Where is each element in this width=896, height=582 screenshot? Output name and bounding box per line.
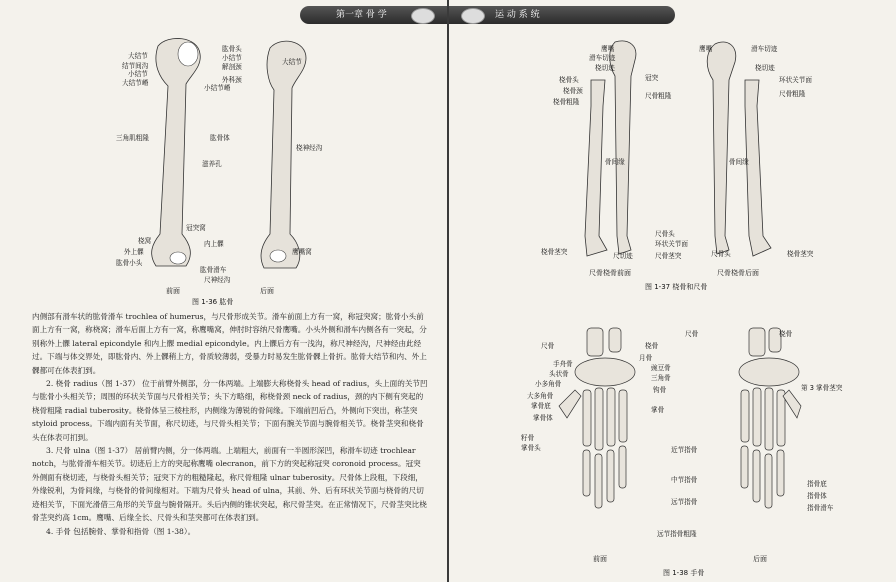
label-humeral-head: 肱骨头 bbox=[222, 45, 242, 53]
label-scaphoid: 手舟骨 bbox=[553, 360, 573, 368]
right-running-header bbox=[449, 6, 675, 24]
label-ulnar-head-back: 尺骨头 bbox=[711, 250, 731, 258]
label-sesamoid: 籽骨 bbox=[521, 434, 535, 442]
figure-caption-1-38: 图 1-38 手骨 bbox=[663, 569, 705, 577]
right-header-title: 运 动 系 统 bbox=[495, 10, 540, 20]
label-radial-groove: 桡神经沟 bbox=[296, 144, 323, 152]
label-trochlear-notch: 滑车切迹 bbox=[589, 54, 616, 62]
label-ulnar-notch: 尺切迹 bbox=[613, 252, 633, 260]
view-front-label-1-38: 前面 bbox=[593, 555, 607, 563]
label-ulnar-head: 尺骨头 bbox=[655, 230, 675, 238]
left-running-header bbox=[300, 6, 447, 24]
label-proximal-phalanx: 近节指骨 bbox=[671, 446, 698, 454]
label-deltoid-tuberosity: 三角肌粗隆 bbox=[116, 134, 149, 142]
label-ulna-back: 尺骨 bbox=[685, 330, 699, 338]
label-metacarpal-base: 掌骨底 bbox=[531, 402, 551, 410]
label-surgical-neck: 外科颈 bbox=[222, 76, 242, 84]
label-radius-back: 桡骨 bbox=[779, 330, 793, 338]
left-body-text bbox=[32, 310, 428, 538]
label-intertubercular-groove: 结节间沟 bbox=[122, 62, 149, 70]
label-metacarpal-head: 掌骨头 bbox=[521, 444, 541, 452]
label-olecranon-fossa: 鹰嘴窝 bbox=[292, 248, 312, 256]
label-third-metacarpal-styloid: 第 3 掌骨茎突 bbox=[801, 384, 843, 392]
label-lesser-tubercle-left: 小结节 bbox=[128, 70, 148, 78]
label-trapezoid: 小多角骨 bbox=[535, 380, 562, 388]
label-lateral-epicondyle: 外上髁 bbox=[124, 248, 144, 256]
figure-caption-1-37: 图 1-37 桡骨和尺骨 bbox=[645, 283, 708, 291]
label-crest-lesser-tubercle: 小结节嵴 bbox=[204, 84, 231, 92]
paragraph-4: 4. 手骨 包括腕骨、掌骨和指骨（图 1-38）。 bbox=[46, 526, 196, 536]
paragraph-1: 内侧部有滑车状的肱骨滑车 trochlea of humerus，与尺骨形成关节。滑车前面上方有一窝，称冠突窝；肱骨小头前面上方有一窝，称桡窝；滑车后面上方有一窝，称鹰嘴窝，伸肘时容纳尺骨鹰嘴。小头外侧和滑车内侧各有一突起，分别称外上髁 lateral epicondyle 和内上髁 medial epicondyle。内上髁后方有一浅沟，称尺神经沟，尺神经由此经过。下端与体交界处，即肱骨内、外上髁稍上方，骨质较薄弱，受暴力时易发生肱骨髁上骨折。肱骨大结节和内、外上髁都可在体表扪到。 bbox=[32, 312, 427, 375]
label-radial-styloid: 桡骨茎突 bbox=[541, 248, 568, 256]
label-ulnar-tuberosity-back: 尺骨粗隆 bbox=[779, 90, 806, 98]
chapter-badge-icon bbox=[411, 8, 435, 24]
label-ulnar-groove: 尺神经沟 bbox=[204, 276, 231, 284]
label-coronoid-fossa: 冠突窝 bbox=[186, 224, 206, 232]
label-greater-tubercle-back: 大结节 bbox=[282, 58, 302, 66]
label-radial-notch-back: 桡切迹 bbox=[755, 64, 775, 72]
label-capitate: 头状骨 bbox=[549, 370, 569, 378]
figure-caption-1-36: 图 1-36 肱骨 bbox=[192, 298, 234, 306]
label-radial-fossa: 桡窝 bbox=[138, 237, 152, 245]
label-metacarpal: 掌骨 bbox=[651, 406, 665, 414]
label-greater-tubercle: 大结节 bbox=[128, 52, 148, 60]
view-back-label: 后面 bbox=[260, 287, 274, 295]
label-nutrient-foramen: 滋养孔 bbox=[202, 160, 222, 168]
label-radial-neck: 桡骨颈 bbox=[563, 87, 583, 95]
left-header-title: 第一章 骨 学 bbox=[336, 10, 387, 20]
label-radius-hand: 桡骨 bbox=[645, 342, 659, 350]
label-interosseous-border-1: 骨间缘 bbox=[605, 158, 625, 166]
label-distal-phalanx: 远节指骨 bbox=[671, 498, 698, 506]
label-interosseous-border-2: 骨间缘 bbox=[729, 158, 749, 166]
label-shaft: 肱骨体 bbox=[210, 134, 230, 142]
label-hamate: 钩骨 bbox=[653, 386, 667, 394]
label-radial-tuberosity: 桡骨粗隆 bbox=[553, 98, 580, 106]
label-radial-notch: 桡切迹 bbox=[595, 64, 615, 72]
label-ulnar-styloid: 尺骨茎突 bbox=[655, 252, 682, 260]
label-phalanx-body: 指骨体 bbox=[807, 492, 827, 500]
label-ulna-hand: 尺骨 bbox=[541, 342, 555, 350]
label-trapezium: 大多角骨 bbox=[527, 392, 554, 400]
hand-figure bbox=[539, 318, 839, 550]
left-page bbox=[0, 0, 447, 582]
label-radial-head: 桡骨头 bbox=[559, 76, 579, 84]
label-anatomical-neck: 解剖颈 bbox=[222, 63, 242, 71]
label-lesser-tubercle: 小结节 bbox=[222, 54, 242, 62]
label-metacarpal-body: 掌骨体 bbox=[533, 414, 553, 422]
label-trochlear-notch-back: 滑车切迹 bbox=[751, 45, 778, 53]
label-circumferential-back: 环状关节面 bbox=[779, 76, 812, 84]
label-middle-phalanx: 中节指骨 bbox=[671, 476, 698, 484]
label-circumferential-surface: 环状关节面 bbox=[655, 240, 688, 248]
label-coronoid: 冠突 bbox=[645, 74, 659, 82]
label-triquetrum: 三角骨 bbox=[651, 374, 671, 382]
label-distal-tuberosity: 远节指骨粗隆 bbox=[657, 530, 697, 538]
view-front-label-1-37: 尺骨桡骨前面 bbox=[589, 269, 631, 277]
label-medial-epicondyle: 内上髁 bbox=[204, 240, 224, 248]
label-phalanx-base: 指骨底 bbox=[807, 480, 827, 488]
paragraph-3: 3. 尺骨 ulna（图 1-37） 居前臂内侧，分一体两端。上端粗大，前面有一半圆形深凹，称滑车切迹 trochlear notch，与肱骨滑车相关节。切迹后上方的突起称鹰嘴 olecranon，前下方的突起称冠突 coronoid process。冠突外侧面有桡切迹，与桡骨头相关节；冠突下方的粗糙隆起，称尺骨粗隆 ulnar tuberosity。尺骨体上段粗，下段细，外缘锐利，为骨间缘，与桡骨的骨间缘相对。下端为尺骨头 head of ulna，其前、外、后有环状关节面与桡骨的尺切迹相关节，下面光滑借三角形的关节盘与腕骨隔开。头后内侧的锥状突起，称尺骨茎突。在正常情况下，尺骨茎突比桡骨茎突约高 1cm。鹰嘴、后缘全长、尺骨头和茎突都可在体表扪到。 bbox=[32, 446, 427, 523]
label-phalanx-trochlea: 指骨滑车 bbox=[807, 504, 834, 512]
view-back-label-1-37: 尺骨桡骨后面 bbox=[717, 269, 759, 277]
right-page bbox=[449, 0, 896, 582]
label-lunate: 月骨 bbox=[639, 354, 653, 362]
label-olecranon-front: 鹰嘴 bbox=[601, 45, 615, 53]
view-front-label: 前面 bbox=[166, 287, 180, 295]
label-radial-styloid-back: 桡骨茎突 bbox=[787, 250, 814, 258]
paragraph-2: 2. 桡骨 radius（图 1-37） 位于前臂外侧部，分一体两端。上端膨大称桡骨头 head of radius，头上面的关节凹与肱骨小头相关节；周围的环状关节面与尺骨相关节；头下方略细，称桡骨颈 neck of radius，颈的内下侧有突起的桡骨粗隆 radial tuberosity。桡骨体呈三棱柱形，内侧缘为薄锐的骨间缘。下端前凹后凸，外侧向下突出，称茎突 styloid process。下端内面有关节面，称尺切迹，与尺骨头相关节；下面有腕关节面与腕骨相关节。桡骨茎突和桡骨头在体表可扪到。 bbox=[32, 379, 428, 442]
label-ulnar-tuberosity: 尺骨粗隆 bbox=[645, 92, 672, 100]
label-crest-greater-tubercle: 大结节嵴 bbox=[122, 79, 149, 87]
label-pisiform: 豌豆骨 bbox=[651, 364, 671, 372]
chapter-badge-icon-right bbox=[461, 8, 485, 24]
label-olecranon-back: 鹰嘴 bbox=[699, 45, 713, 53]
view-back-label-1-38: 后面 bbox=[753, 555, 767, 563]
label-trochlea: 肱骨滑车 bbox=[200, 266, 227, 274]
label-capitulum: 肱骨小头 bbox=[116, 259, 143, 267]
